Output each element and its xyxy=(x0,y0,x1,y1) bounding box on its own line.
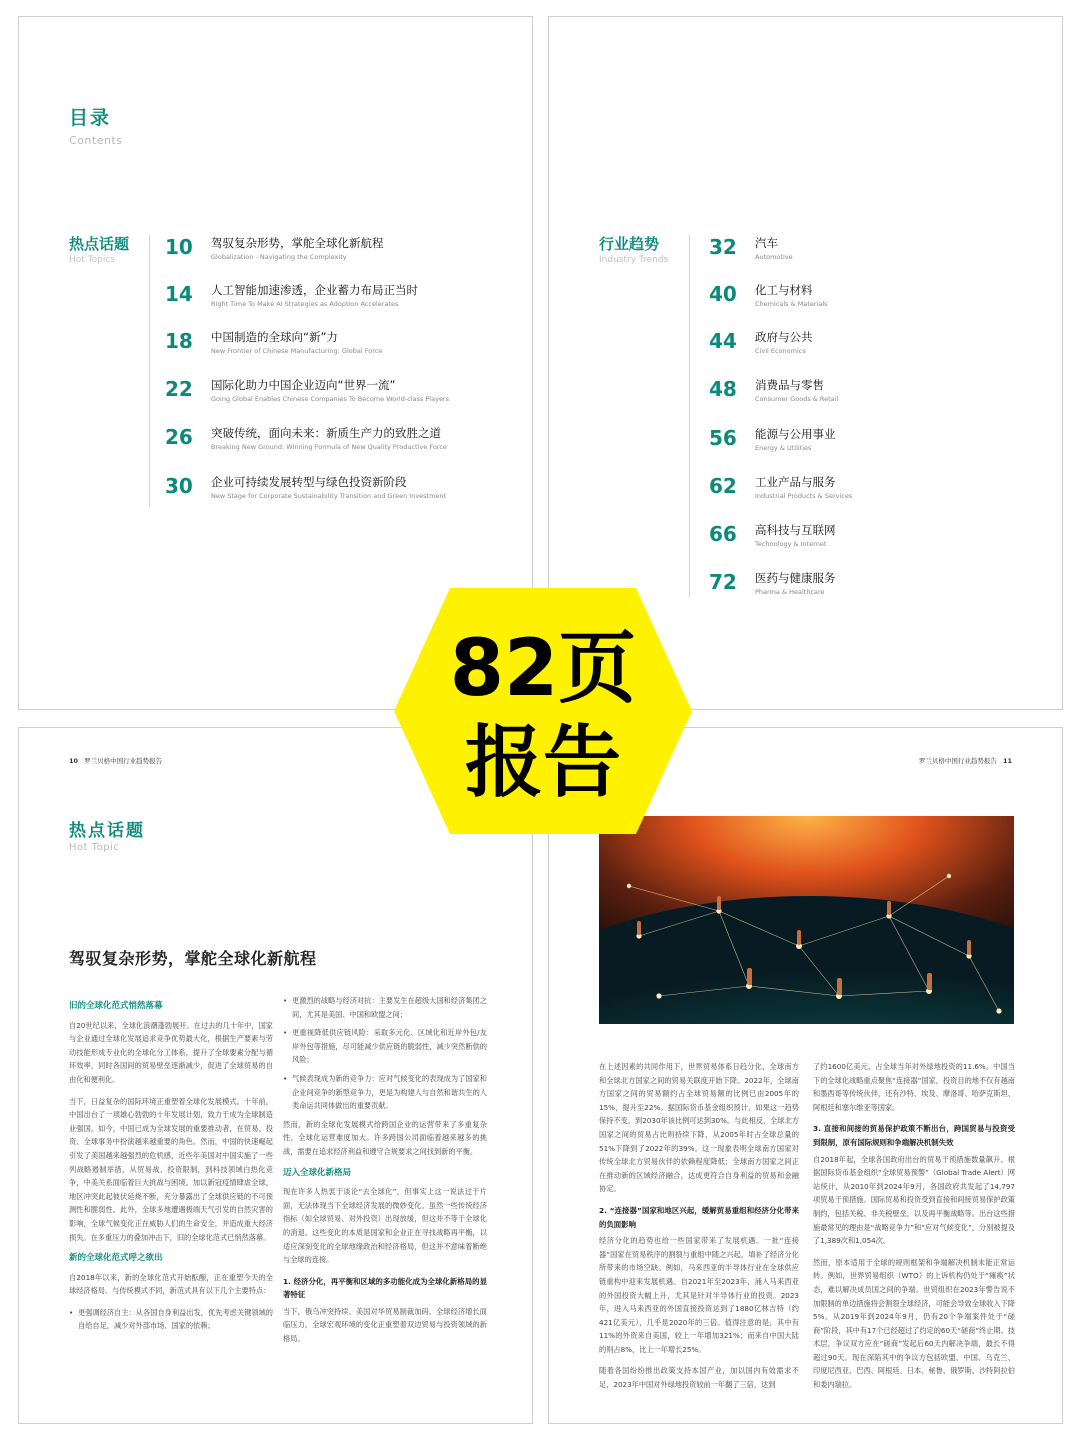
page-header xyxy=(69,756,162,765)
bullet-list xyxy=(69,1306,273,1333)
industry-trends-subheading: Industry Trends xyxy=(599,255,669,265)
paragraph: 现在许多人热衷于谈论“去全球化”，但事实上这一说法过于片面，无法体现当下全球经济发展的微妙变化。虽然一些传统经济指标（如全球贸易、对外投资）出现放缓，但这并不等于全球化的消退。这些变化的本质是国家和企业正在寻找战略再平衡，以适应深刻变化的全球地缘政治和经济格局，但这并不意味着断绝与全球的连接。 xyxy=(283,1187,487,1265)
list-item: • 气候表现成为新的竞争力：应对气候变化的表现成为了国家和企业间竞争的新型竞争力，更是为构建人与自然和谐共生的人类命运共同体做出的重要贡献。 xyxy=(283,1072,487,1113)
page-header xyxy=(919,756,1012,765)
subheading: 迈入全球化新格局 xyxy=(283,1167,352,1178)
toc-page-number: 14 xyxy=(165,282,193,306)
toc-title: 企业可持续发展转型与绿色投资新阶段 xyxy=(211,475,407,489)
numbered-subheading: 3. 直接和间接的贸易保护政策不断出台，跨国贸易与投资受到限制，原有国际规则和争端解决机制失效 xyxy=(813,1124,1015,1147)
toc-entry[interactable] xyxy=(165,377,515,417)
toc-entry[interactable] xyxy=(709,522,1029,562)
toc-title-en: Globalization - Navigating the Complexity xyxy=(211,253,347,261)
toc-entry[interactable] xyxy=(165,282,515,322)
toc-page-number: 48 xyxy=(709,377,737,401)
toc-page-number: 32 xyxy=(709,235,737,259)
toc-entry[interactable] xyxy=(165,235,515,275)
toc-entry[interactable] xyxy=(709,474,1029,514)
toc-title-en: Going Global Enables Chinese Companies To Become World-class Players xyxy=(211,395,449,403)
toc-page-number: 62 xyxy=(709,474,737,498)
section-title: 热点话题 xyxy=(69,821,145,841)
section-divider xyxy=(149,235,150,507)
toc-entry[interactable] xyxy=(165,474,515,514)
toc-title: 人工智能加速渗透，企业蓄力布局正当时 xyxy=(211,283,418,297)
toc-entry[interactable] xyxy=(709,570,1029,610)
paragraph: 当下，日益复杂的国际环境正重塑着全球化发展模式。十年前，中国出台了一项雄心勃勃的十年发展计划，致力于成为全球制造业强国。如今，中国已成为全球发展的重要推动者，在贸易、投资、全球事务中扮演越来越重要的角色。然而，中国的快速崛起引发了美国越来越强烈的危机感，近些年美国对中国实施了一些列战略遏制举措，从贸易战、投资限制，到科技领域白热化竞争，中美关系面临着巨大挑战与困境。加以新冠疫情肆虐全球，地区冲突此起彼伏延烧不断，充分暴露出了全球供应链的不可预测性和脆弱性。此外，全球多地遭遇极端天气引发的自然灾害的影响，全球气候变化正在威胁人们的生命安全，并造成重大经济损失。在多重压力的叠加冲击下，旧的全球化范式已悄然落幕。 xyxy=(69,1096,273,1242)
toc-title-en: Chemicals & Materials xyxy=(755,300,828,308)
contents-subtitle: Contents xyxy=(69,134,123,147)
toc-title-en: Breaking New Ground: Winning Formula of New Quality Productive Force xyxy=(211,443,447,451)
toc-title: 政府与公共 xyxy=(755,330,813,344)
report-name: 罗兰贝格中国行业趋势报告 xyxy=(918,757,997,765)
badge-line-2: 报告 xyxy=(464,718,621,808)
hot-topics-heading: 热点话题 xyxy=(69,235,130,253)
toc-page-number: 44 xyxy=(709,329,737,353)
contents-title: 目录 xyxy=(69,107,112,129)
toc-page-number: 10 xyxy=(165,235,193,259)
subheading: 旧的全球化范式悄然落幕 xyxy=(69,1001,163,1011)
article-column-1 xyxy=(69,994,273,1338)
toc-page-number: 26 xyxy=(165,425,193,449)
section-divider xyxy=(689,235,690,597)
toc-title: 国际化助力中国企业迈向“世界一流” xyxy=(211,378,396,392)
badge-line-1: 82页 xyxy=(449,624,637,714)
toc-title: 突破传统，面向未来：新质生产力的致胜之道 xyxy=(211,426,441,440)
toc-entry[interactable] xyxy=(709,282,1029,322)
page-count-badge xyxy=(390,582,696,840)
page-number: 10 xyxy=(69,757,79,765)
article-column-2 xyxy=(283,994,487,1354)
toc-title: 消费品与零售 xyxy=(755,378,824,392)
paragraph: 然而，原本适用于全球的规则框架和争端解决机制未能正常运转。例如，世界贸易组织（WTO）的上诉机构仍处于“瘫痪”状态，难以解决成员国之间的争端。世贸组织在2023年警告说不加限制的单边措施将会割裂全球经济，可能会导致全球收入下降5%。从2019年到2024年9月，仍有20个争端案件处于“磋商”阶段，其中有17个已经超过了约定的60天“磋商”终止期。技术层，争议双方应在“磋商”发起后60天内解决争端，最长不得超过90天。现在深陷其中的争议方包括欧盟、中国、乌克兰、印度尼西亚、巴西、阿根廷、日本、秘鲁、俄罗斯、沙特阿拉伯和委内瑞拉。 xyxy=(813,1257,1015,1390)
paragraph: 当下，俄乌冲突持续、美国对华贸易制裁加码、全球经济增长面临压力，全球宏观环境的变化正重塑着双边贸易与投资领域的新格局。 xyxy=(283,1306,487,1344)
report-name: 罗兰贝格中国行业趋势报告 xyxy=(84,757,163,765)
toc-title: 医药与健康服务 xyxy=(755,571,836,585)
numbered-subheading: 1. 经济分化，再平衡和区域的多功能化成为全球化新格局的显著特征 xyxy=(283,1276,487,1300)
toc-title: 驾驭复杂形势，掌舵全球化新航程 xyxy=(211,236,384,250)
toc-title-en: New Stage for Corporate Sustainability Transition and Green Investment xyxy=(211,492,447,500)
toc-title-en: Energy & Utilities xyxy=(755,444,812,452)
page-number: 11 xyxy=(1002,757,1012,765)
toc-entry[interactable] xyxy=(165,329,515,369)
subheading: 新的全球化范式呼之欲出 xyxy=(69,1253,163,1264)
paragraph: 了约1600亿美元，占全球当年对外绿地投资的11.6%。中国当下的全球化战略重点聚焦“连接器”国家，投资目的地不仅有越南和墨西哥等传统伙伴，还有沙特、埃及、摩洛哥、哈萨克斯坦、阿根廷和塞尔维亚等国家。 xyxy=(813,1062,1015,1112)
toc-title: 工业产品与服务 xyxy=(755,475,836,489)
toc-entry[interactable] xyxy=(165,425,515,465)
toc-title-en: Pharma & Healthcare xyxy=(755,588,825,596)
toc-title-en: New Frontier of Chinese Manufacturing: Global Force xyxy=(211,347,383,355)
bullet-list xyxy=(283,994,487,1113)
toc-title-en: Technology & Internet xyxy=(755,540,827,548)
toc-title-en: Industrial Products & Services xyxy=(755,492,853,500)
paragraph: 自2018年以来，新的全球化范式开始酝酿，正在重塑今天的全球经济格局。与传统模式不同，新范式具有以下几个主要特点： xyxy=(69,1272,273,1296)
paragraph: 然而，新的全球化发展模式给跨国企业的运营带来了多重复杂性，全球化运营难度加大。许多跨国公司面临着越来越多的挑战，需要在追求经济利益和遵守合规要求之间找到新的平衡。 xyxy=(283,1119,487,1156)
list-item: • 更重视降低供应链风险：采取多元化、区域化和近岸外包/友岸外包等措施，尽可能减少供应链的脆弱性，减少突然断供的风险； xyxy=(283,1026,487,1067)
toc-page-number: 18 xyxy=(165,329,193,353)
list-item: • 更激烈的战略与经济对抗：主要发生在超级大国和经济集团之间，尤其是美国、中国和欧盟之间； xyxy=(283,994,487,1021)
hot-topics-subheading: Hot Topics xyxy=(69,255,115,265)
toc-page-number: 72 xyxy=(709,570,737,594)
paragraph: 经济分化的趋势也给一些国家带来了发展机遇。一批“连接器”国家在贸易秩序的割裂与重组中随之兴起，填补了经济分化所带来的市场空缺。例如，马来西亚的半导体行业在全球供应链重构中迎来发展机遇。自2021年至2023年，涌入马来西亚的外国投资大幅上升，尤其是针对半导体行业的投资。2023年，进入马来西亚的外国直接投资达到了1880亿林吉特（约421亿美元），几乎是2020年的三倍。值得注意的是，其中有11%的外资来自美国，较上一年增加321%；而来自中国大陆的则占8%，比上一年增长25%。 xyxy=(599,1236,799,1354)
toc-page-number: 40 xyxy=(709,282,737,306)
toc-entry[interactable] xyxy=(709,329,1029,369)
section-subtitle: Hot Topic xyxy=(69,842,120,853)
toc-entry[interactable] xyxy=(709,235,1029,275)
article-column-1 xyxy=(599,1060,799,1400)
toc-title-en: Civil Economics xyxy=(755,347,806,355)
toc-page-number: 56 xyxy=(709,426,737,450)
paragraph: 自2018年起，全球各国政府出台的贸易干预措施数量飙升。根据国际货币基金组织“全球贸易预警”（Global Trade Alert）网站统计，从2010年到2024年9月，各国政府共发起了14,797项贸易干预措施。国际贸易和投资受到直接和间接贸易保护政策制约，包括关税、非关税壁垒，以及再平衡战略等。出台这些措施最常见的理由是“战略竞争力”和“应对气候变化”，分别被提及了1,389次和1,054次。 xyxy=(813,1154,1015,1246)
toc-title: 汽车 xyxy=(755,236,778,250)
paragraph: 自20世纪以来，全球化浪潮蓬勃展开。在过去的几十年中，国家与企业通过全球化发展追求竞争优势最大化，根据生产要素与劳动技能形成专业化的全球化分工体系，提升了全球要素分配与循环效率，同时各国间的贸易壁垒逐渐减少，促进了全球贸易的自由化和便利化。 xyxy=(69,1020,273,1084)
industry-trends-heading: 行业趋势 xyxy=(599,235,660,253)
paragraph: 在上述因素的共同作用下，世界贸易体系日趋分化，全球南方和全球北方国家之间的贸易关联度开始下降。2022年，全球南方国家之间的贸易额约占全球贸易额的比例已由2005年的15%，提升至22%。据国际货币基金组织预计，如果这一趋势保持不变，到2030年该比例可达到30%。与此相反，全球北方国家之间的贸易占比则持续下降，从2005年时占全球总量的51%下降到了2022年的39%。这一现象表明全球南方国家对传统全球北方贸易伙伴的依赖程度降低；全球南方国家之间正在推动新的区域经济融合，达成更符合自身利益的贸易和金融协定。 xyxy=(599,1062,799,1194)
toc-title: 中国制造的全球向“新”力 xyxy=(211,330,338,344)
toc-entry[interactable] xyxy=(709,377,1029,417)
toc-title-en: Right Time To Make AI Strategies as Adoption Accelerates xyxy=(211,300,399,308)
toc-title-en: Consumer Goods & Retail xyxy=(755,395,839,403)
toc-entry[interactable] xyxy=(709,426,1029,466)
article-column-2 xyxy=(813,1060,1015,1400)
toc-page-number: 22 xyxy=(165,377,193,401)
globe-network-photo xyxy=(599,816,1014,1024)
list-item: • 更强调经济自主：从各国自身利益出发，优先考虑关键领域的自给自足，减少对外部市场、国家的依赖； xyxy=(69,1306,273,1333)
toc-page-number: 30 xyxy=(165,474,193,498)
numbered-subheading: 2. “连接器”国家和地区兴起，缓解贸易重组和经济分化带来的负面影响 xyxy=(599,1205,799,1229)
toc-title: 高科技与互联网 xyxy=(755,523,836,537)
toc-title: 能源与公用事业 xyxy=(755,427,836,441)
paragraph: 随着各国纷纷推出政策支持本国产业，加以国内有效需求不足，2023年中国对外绿地投资较前一年翻了三倍，达到 xyxy=(599,1366,799,1390)
toc-page-number: 66 xyxy=(709,522,737,546)
toc-title-en: Automotive xyxy=(755,253,793,261)
toc-title: 化工与材料 xyxy=(755,283,813,297)
article-title: 驾驭复杂形势，掌舵全球化新航程 xyxy=(69,949,317,968)
